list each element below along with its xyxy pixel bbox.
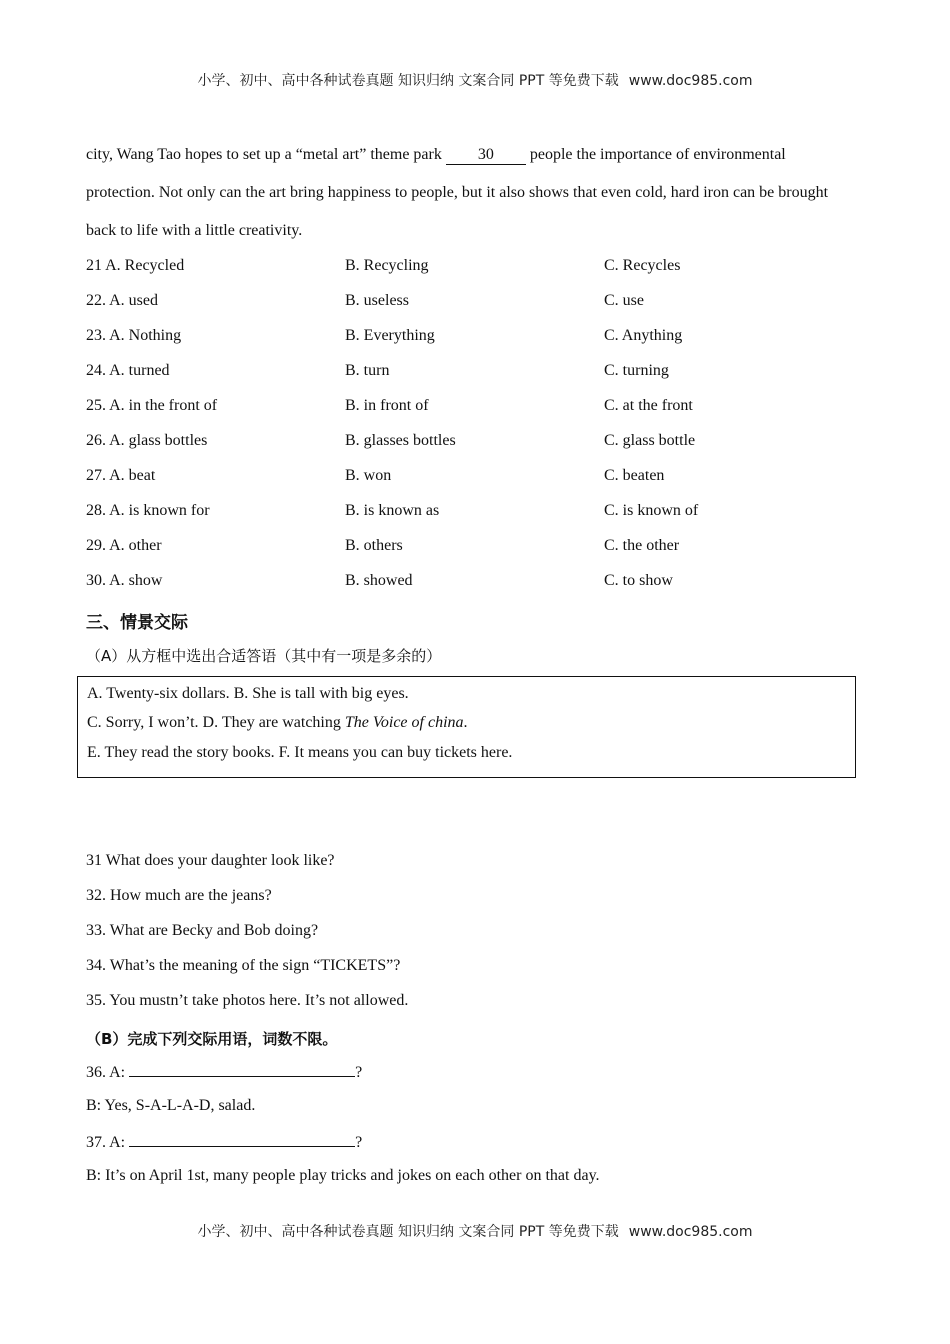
part-a-instruction: （A）从方框中选出合适答语（其中有一项是多余的） <box>86 647 442 665</box>
choices-line-2 <box>87 714 468 732</box>
option-22-c: C. use <box>604 292 644 309</box>
option-23-a: 23. A. Nothing <box>86 327 182 344</box>
option-21-a: 21 A. Recycled <box>86 257 185 274</box>
choices-text: C. Sorry, I won’t. D. They are watching <box>87 714 345 731</box>
header-url[interactable]: www.doc985.com <box>628 73 753 89</box>
passage-text: city, Wang Tao hopes to set up a “metal art” theme park <box>86 146 446 163</box>
option-22-a: 22. A. used <box>86 292 158 309</box>
passage-line-3: back to life with a little creativity. <box>86 222 303 239</box>
option-27-b: B. won <box>345 467 392 484</box>
part-b-instruction: （B）完成下列交际用语，词数不限。 <box>86 1030 338 1048</box>
question-34: 34. What’s the meaning of the sign “TICKETS”? <box>86 957 401 974</box>
question-33: 33. What are Becky and Bob doing? <box>86 922 319 939</box>
passage-line-2: protection. Not only can the art bring happiness to people, but it also shows that even cold, hard iron can be brought <box>86 184 829 201</box>
page-footer <box>0 1221 950 1241</box>
option-30-a: 30. A. show <box>86 572 163 589</box>
show-title: The Voice of china <box>344 714 464 731</box>
option-24-c: C. turning <box>604 362 669 379</box>
option-24-b: B. turn <box>345 362 390 379</box>
q36-label: 36. A: <box>86 1064 126 1081</box>
q36-end: ? <box>355 1064 363 1081</box>
section-3-title: 三、情景交际 <box>86 613 188 633</box>
option-28-c: C. is known of <box>604 502 699 519</box>
question-31: 31 What does your daughter look like? <box>86 852 335 869</box>
option-26-b: B. glasses bottles <box>345 432 456 449</box>
option-25-a: 25. A. in the front of <box>86 397 218 414</box>
answer-choices-box <box>77 676 856 778</box>
option-23-b: B. Everything <box>345 327 435 344</box>
page-header <box>0 70 950 90</box>
choices-text: . <box>463 714 468 731</box>
option-24-a: 24. A. turned <box>86 362 170 379</box>
option-29-c: C. the other <box>604 537 680 554</box>
passage-text: people the importance of environmental <box>525 146 786 163</box>
question-36 <box>86 1062 362 1082</box>
blank-30: 30 <box>446 146 526 165</box>
answer-36: B: Yes, S-A-L-A-D, salad. <box>86 1097 256 1114</box>
option-21-c: C. Recycles <box>604 257 681 274</box>
option-23-c: C. Anything <box>604 327 683 344</box>
option-22-b: B. useless <box>345 292 409 309</box>
option-21-b: B. Recycling <box>345 257 429 274</box>
choices-line-3: E. They read the story books. F. It means you can buy tickets here. <box>87 744 513 761</box>
q37-end: ? <box>355 1134 363 1151</box>
passage-line-1 <box>86 146 786 165</box>
question-35: 35. You mustn’t take photos here. It’s not allowed. <box>86 992 409 1009</box>
option-28-a: 28. A. is known for <box>86 502 210 519</box>
choices-line-1: A. Twenty-six dollars. B. She is tall with big eyes. <box>87 685 409 702</box>
answer-37: B: It’s on April 1st, many people play tricks and jokes on each other on that day. <box>86 1167 600 1184</box>
option-27-a: 27. A. beat <box>86 467 156 484</box>
option-30-c: C. to show <box>604 572 673 589</box>
question-37 <box>86 1132 362 1152</box>
q36-answer-blank[interactable] <box>129 1062 355 1077</box>
q37-answer-blank[interactable] <box>129 1132 355 1147</box>
header-text: 小学、初中、高中各种试卷真题 知识归纳 文案合同 PPT 等免费下载 <box>197 73 619 89</box>
option-25-c: C. at the front <box>604 397 693 414</box>
option-28-b: B. is known as <box>345 502 440 519</box>
question-32: 32. How much are the jeans? <box>86 887 272 904</box>
footer-text: 小学、初中、高中各种试卷真题 知识归纳 文案合同 PPT 等免费下载 <box>197 1224 619 1240</box>
option-29-a: 29. A. other <box>86 537 162 554</box>
option-29-b: B. others <box>345 537 403 554</box>
option-30-b: B. showed <box>345 572 413 589</box>
option-25-b: B. in front of <box>345 397 429 414</box>
option-27-c: C. beaten <box>604 467 665 484</box>
footer-url[interactable]: www.doc985.com <box>628 1224 753 1240</box>
q37-label: 37. A: <box>86 1134 126 1151</box>
option-26-a: 26. A. glass bottles <box>86 432 208 449</box>
option-26-c: C. glass bottle <box>604 432 696 449</box>
